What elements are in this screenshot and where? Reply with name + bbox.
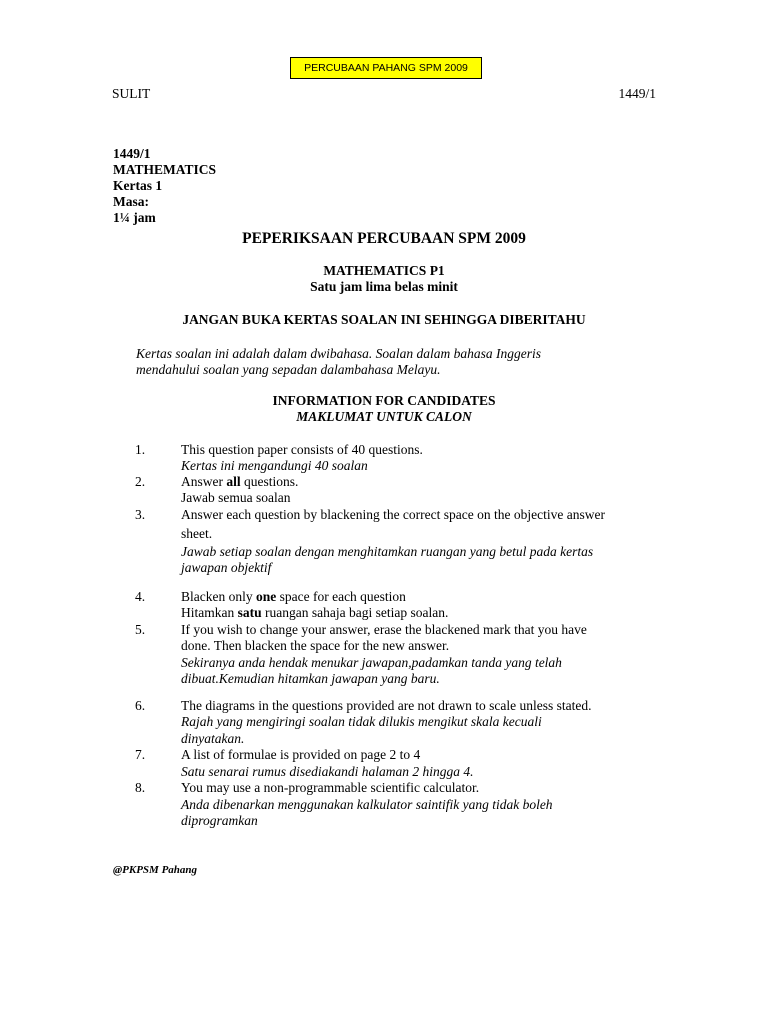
duration-text: Satu jam lima belas minit xyxy=(310,279,458,294)
meta-time-value: 1¼ jam xyxy=(113,210,156,225)
header-paper-code: 1449/1 xyxy=(618,86,656,101)
meta-time-label: Masa: xyxy=(113,194,149,209)
instruction-number: 5. xyxy=(135,622,146,637)
instruction-ms: Jawab semua soalan xyxy=(181,490,291,505)
instruction-ms: dibuat.Kemudian hitamkan jawapan yang baru. xyxy=(181,671,440,686)
page-title: PEPERIKSAAN PERCUBAAN SPM 2009 xyxy=(242,230,526,247)
instruction-en: Blacken only one space for each question xyxy=(181,589,406,604)
do-not-open-warning: JANGAN BUKA KERTAS SOALAN INI SEHINGGA DIBERITAHU xyxy=(182,312,586,327)
instruction-ms: diprogramkan xyxy=(181,813,258,828)
instruction-en: done. Then blacken the space for the new answer. xyxy=(181,638,450,653)
bilingual-note-line-2: mendahului soalan yang sepadan dalambahasa Melayu. xyxy=(136,362,441,377)
instruction-number: 8. xyxy=(135,780,146,795)
instruction-en: Answer each question by blackening the correct space on the objective answer xyxy=(181,507,605,522)
info-heading-malay: MAKLUMAT UNTUK CALON xyxy=(296,409,472,424)
instruction-ms: Anda dibenarkan menggunakan kalkulator saintifik yang tidak boleh xyxy=(181,797,553,812)
instruction-number: 2. xyxy=(135,474,146,489)
instruction-number: 4. xyxy=(135,589,146,604)
paper-subtitle: MATHEMATICS P1 xyxy=(323,263,445,278)
instruction-number: 1. xyxy=(135,442,146,457)
header-confidential: SULIT xyxy=(112,86,151,101)
instruction-ms: Rajah yang mengiringi soalan tidak dilukis mengikut skala kecuali xyxy=(181,714,542,729)
instruction-ms: Sekiranya anda hendak menukar jawapan,padamkan tanda yang telah xyxy=(181,655,562,670)
instruction-ms: jawapan objektif xyxy=(181,560,272,575)
instruction-en: sheet. xyxy=(181,526,213,541)
info-heading: INFORMATION FOR CANDIDATES xyxy=(272,393,496,408)
instruction-number: 3. xyxy=(135,507,146,522)
instruction-en: If you wish to change your answer, erase the blackened mark that you have xyxy=(181,622,587,637)
instruction-ms: dinyatakan. xyxy=(181,731,245,746)
instruction-en: This question paper consists of 40 questions. xyxy=(181,442,423,457)
bilingual-note-line-1: Kertas soalan ini adalah dalam dwibahasa. Soalan dalam bahasa Inggeris xyxy=(136,346,542,361)
instruction-ms: Jawab setiap soalan dengan menghitamkan ruangan yang betul pada kertas xyxy=(181,544,594,559)
instruction-en: Answer all questions. xyxy=(181,474,299,489)
instruction-ms: Kertas ini mengandungi 40 soalan xyxy=(181,458,368,473)
instruction-ms: Satu senarai rumus disediakandi halaman 2 hingga 4. xyxy=(181,764,474,779)
instruction-ms: Hitamkan satu ruangan sahaja bagi setiap soalan. xyxy=(181,605,449,620)
footer-credit: @PKPSM Pahang xyxy=(113,864,198,876)
meta-subject: MATHEMATICS xyxy=(113,162,217,177)
meta-paper: Kertas 1 xyxy=(113,178,163,193)
instruction-en: A list of formulae is provided on page 2 to 4 xyxy=(181,747,421,762)
instruction-number: 6. xyxy=(135,698,146,713)
exam-banner: PERCUBAAN PAHANG SPM 2009 xyxy=(290,57,482,79)
meta-code: 1449/1 xyxy=(113,146,151,161)
instruction-en: You may use a non-programmable scientific calculator. xyxy=(181,780,480,795)
instruction-number: 7. xyxy=(135,747,146,762)
instruction-en: The diagrams in the questions provided are not drawn to scale unless stated. xyxy=(181,698,592,713)
